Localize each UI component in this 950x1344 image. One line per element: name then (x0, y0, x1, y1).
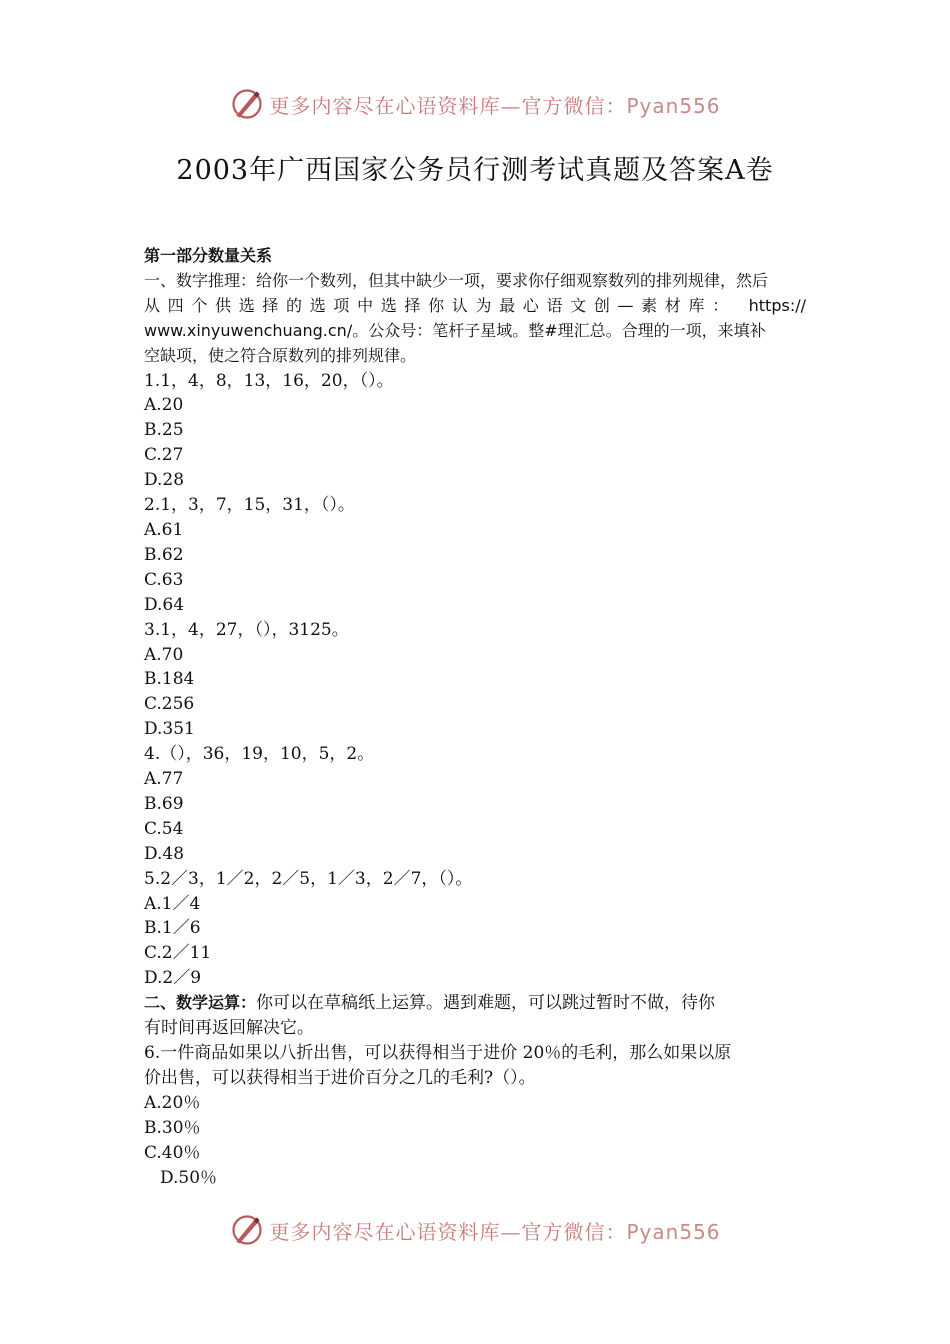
option: B.30％ (144, 1117, 201, 1138)
option: A.70 (144, 644, 184, 665)
option: B.184 (144, 669, 195, 690)
section2-line-2: 有时间再返回解决它。 (144, 1018, 314, 1039)
header-watermark-banner (0, 82, 950, 126)
option: C.27 (144, 445, 184, 466)
question-stem: 5.2／3，1／2，2／5，1／3，2／7，（）。 (144, 868, 473, 889)
option: D.28 (144, 470, 185, 491)
banner-wechat-id: Pyan556 (626, 1219, 721, 1244)
option: B.69 (144, 793, 184, 814)
document-body (144, 244, 806, 1190)
section2-line-1 (144, 991, 806, 1016)
option: D.50％ (160, 1167, 218, 1188)
section-heading: 第一部分数量关系 (144, 246, 273, 265)
option: A.20 (144, 395, 184, 416)
option: A.61 (144, 519, 184, 540)
option: B.62 (144, 544, 184, 565)
option: A.1／4 (144, 893, 201, 914)
option: A.20％ (144, 1092, 201, 1113)
question-stem: 1.1，4，8，13，16，20，（）。 (144, 370, 394, 391)
option: A.77 (144, 769, 184, 790)
pen-logo-icon (229, 1212, 265, 1248)
question-stem: 3.1，4，27，（），3125。 (144, 619, 349, 640)
banner-text: 更多内容尽在心语资料库—官方微信：Pyan556 (269, 1219, 721, 1244)
option: D.64 (144, 594, 185, 615)
question-stem: 6.一件商品如果以八折出售，可以获得相当于进价 20％的毛利，那么如果以原 (144, 1043, 732, 1063)
option: D.2／9 (144, 968, 202, 989)
section2-label: 二、数学运算： (144, 993, 257, 1013)
document-title: 2003年广西国家公务员行测考试真题及答案A卷 (176, 155, 774, 186)
intro-line-4: 空缺项，使之符合原数列的排列规律。 (144, 345, 417, 365)
option: C.40％ (144, 1142, 201, 1163)
question-stem: 4.（），36，19，10，5，2。 (144, 744, 375, 765)
intro-line-3: www.xinyuwenchuang.cn/。公众号：笔杆子星域。整#理汇总。合理的一项，来填补 (144, 320, 766, 340)
intro-line-1: 一、数字推理：给你一个数列，但其中缺少一项，要求你仔细观察数列的排列规律，然后 (144, 270, 769, 290)
option: C.54 (144, 818, 184, 839)
intro-line-2: 从四个供选择的选项中选择你认为最心语文创—素材库： https:// (144, 295, 806, 315)
option: C.2／11 (144, 943, 212, 964)
banner-wechat-id: Pyan556 (626, 93, 721, 118)
banner-text: 更多内容尽在心语资料库—官方微信：Pyan556 (269, 93, 721, 118)
option: B.25 (144, 420, 184, 441)
pen-logo-icon (229, 86, 265, 122)
option: C.63 (144, 569, 184, 590)
question-stem-cont: 价出售，可以获得相当于进价百分之几的毛利?（）。 (144, 1067, 536, 1088)
section2-text: 你可以在草稿纸上运算。遇到难题，可以跳过暂时不做，待你 (256, 993, 716, 1014)
option: C.256 (144, 694, 195, 715)
footer-watermark-banner (0, 1208, 950, 1252)
option: B.1／6 (144, 918, 201, 939)
option: D.351 (144, 719, 195, 740)
option: D.48 (144, 843, 185, 864)
question-stem: 2.1，3，7，15，31，（）。 (144, 495, 355, 516)
